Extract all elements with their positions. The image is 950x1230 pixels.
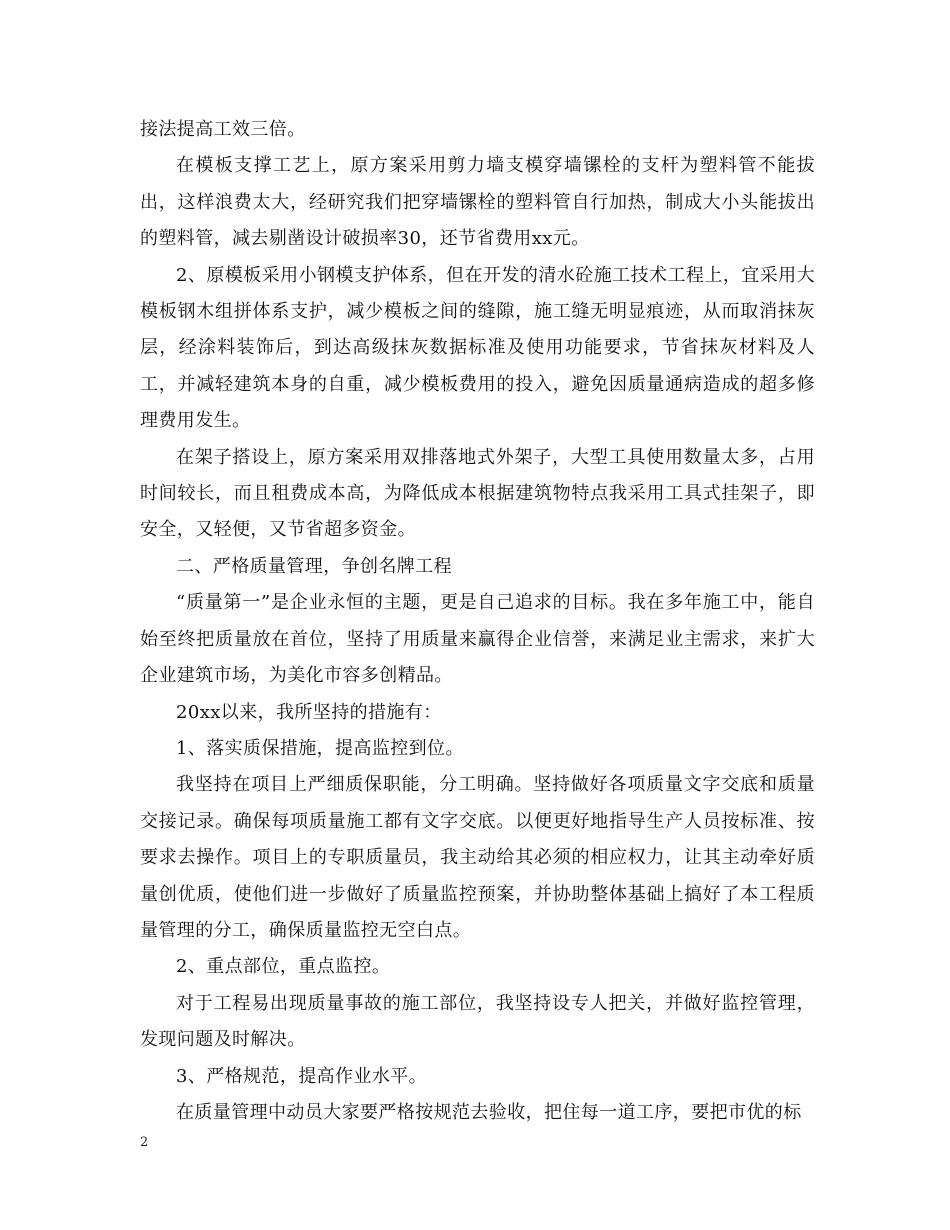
page-number: 2	[140, 1135, 149, 1150]
paragraph-3: 2、原模板采用小钢模支护体系，但在开发的清水砼施工技术工程上，宜采用大模板钢木组拼体系支护，减少模板之间的缝隙，施工缝无明显痕迹，从而取消抹灰层，经涂料装饰后，到达高级抹灰数据标准及使用功能要求，节省抹灰材料及人工，并减轻建筑本身的自重，减少模板费用的投入，避免因质量通病造成的超多修理费用发生。	[140, 264, 815, 432]
paragraph-7: 20xx以来，我所坚持的措施有：	[176, 701, 442, 723]
paragraph-6: “质量第一”是企业永恒的主题，更是自己追求的目标。我在多年施工中，能自始至终把质量放在首位，坚持了用质量来赢得企业信誉，来满足业主需求，来扩大企业建筑市场，为美化市容多创精品。	[140, 592, 815, 687]
paragraph-4: 在架子搭设上，原方案采用双排落地式外架子，大型工具使用数量太多，占用时间较长，而且租费成本高，为降低成本根据建筑物特点我采用工具式挂架子，即安全，又轻便，又节省超多资金。	[140, 446, 815, 541]
list-item-2: 2、重点部位，重点监控。	[176, 956, 391, 978]
paragraph-9: 我坚持在项目上严细质保职能，分工明确。坚持做好各项质量文字交底和质量交接记录。确保每项质量施工都有文字交底。以便更好地指导生产人员按标准、按要求去操作。项目上的专职质量员，我主动给其必须的相应权力，让其主动牵好质量创优质，使他们进一步做好了质量监控预案，并协助整体基础上搞好了本工程质量管理的分工，确保质量监控无空白点。	[140, 774, 815, 941]
list-item-1: 1、落实质保措施，提高监控到位。	[176, 737, 464, 759]
paragraph-2: 在模板支撑工艺上，原方案采用剪力墙支模穿墙镙栓的支杆为塑料管不能拔出，这样浪费太大，经研究我们把穿墙镙栓的塑料管自行加热，制成大小头能拔出的塑料管，减去剔凿设计破损率30，还节省费用xx元。	[140, 155, 815, 250]
document-body	[140, 112, 815, 1131]
paragraph-11: 对于工程易出现质量事故的施工部位，我坚持设专人把关，并做好监控管理，发现问题及时解决。	[140, 992, 815, 1051]
paragraph-1: 接法提高工效三倍。	[140, 119, 306, 140]
paragraph-13: 在质量管理中动员大家要严格按规范去验收，把住每一道工序，要把市优的标	[176, 1101, 802, 1123]
list-item-3: 3、严格规范，提高作业水平。	[176, 1065, 428, 1087]
section-heading: 二、严格质量管理，争创名牌工程	[176, 555, 452, 577]
